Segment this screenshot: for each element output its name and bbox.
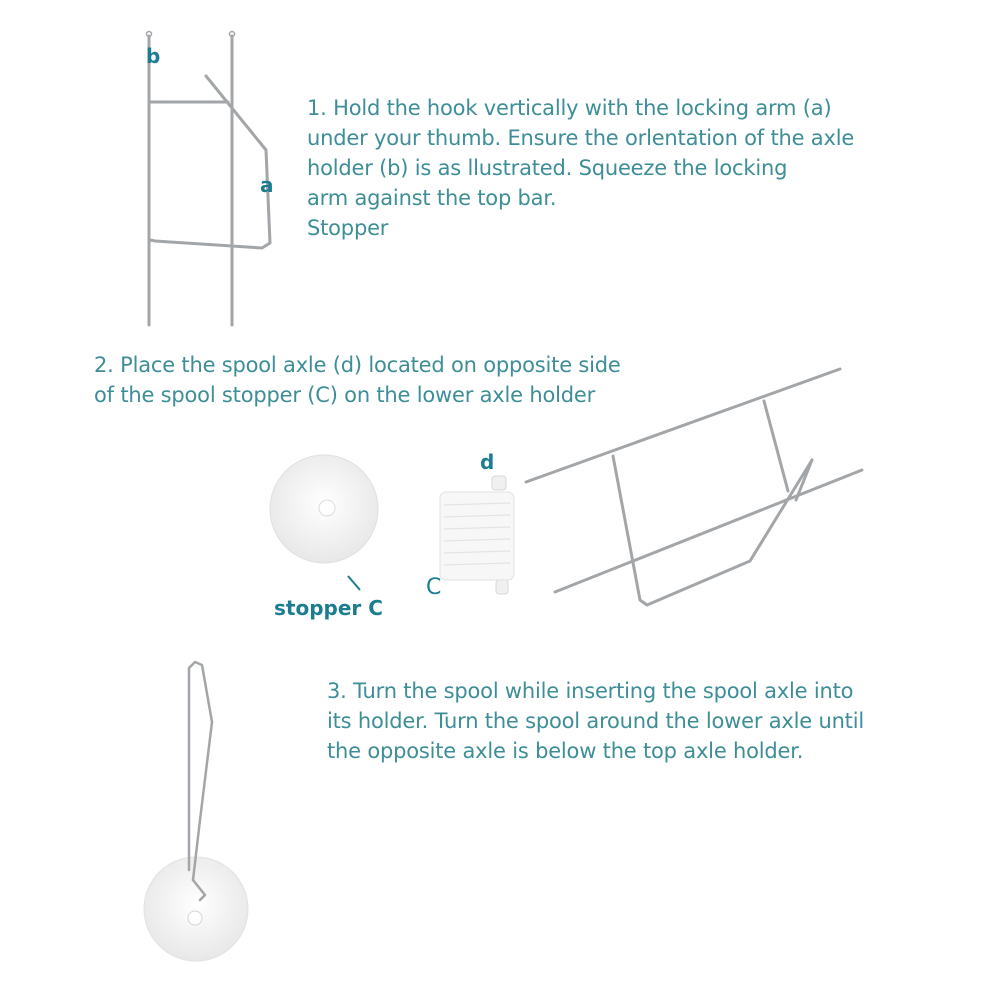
step-1-line-5: Stopper [307, 216, 389, 240]
step-3-line-3: the opposite axle is below the top axle holder. [327, 739, 804, 763]
step-2-line-1: 2. Place the spool axle (d) located on opposite side [94, 353, 621, 377]
step-3-line-2: its holder. Turn the spool around the lower axle until [327, 709, 864, 733]
label-axle-holder-b: b [146, 44, 161, 68]
step-1-line-2: under your thumb. Ensure the orlentation of the axle [307, 126, 855, 150]
step-1-line-3: holder (b) is as llustrated. Squeeze the locking [307, 156, 788, 180]
label-spool-axle-d: d [480, 450, 495, 474]
label-stopper-caption: stopper C [274, 596, 383, 620]
hook-with-spool-illustration [144, 662, 248, 961]
label-locking-arm-a: a [260, 173, 274, 197]
step-1-line-4: arm against the top bar. [307, 186, 557, 210]
step-3-line-1: 3. Turn the spool while inserting the spool axle into [327, 679, 854, 703]
step-2-line-2: of the spool stopper (C) on the lower axle holder [94, 383, 596, 407]
step-1-line-1: 1. Hold the hook vertically with the locking arm (a) [307, 96, 832, 120]
hook-vertical-illustration [147, 32, 271, 326]
thread-spool [440, 476, 514, 594]
spool-stopper-disk [270, 455, 378, 590]
label-stopper-side-c: C [426, 575, 442, 600]
